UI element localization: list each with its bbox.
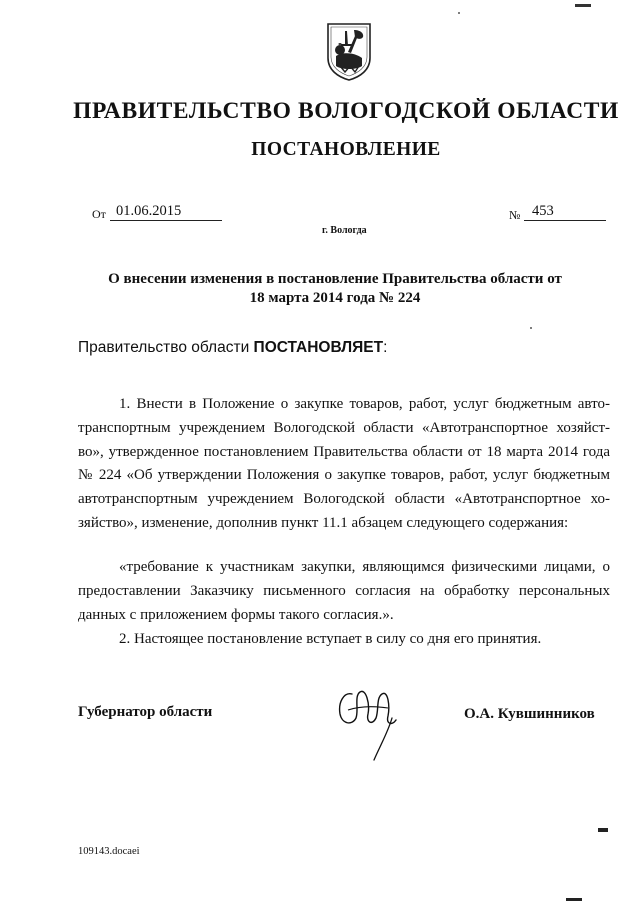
decree-intro-text: Правительство области xyxy=(78,339,254,356)
file-name: 109143.docaei xyxy=(78,846,140,857)
paragraph-2: «требование к участникам закупки, являющимся физическими лицами, о предоставлении Заказчику письменного согласия на обработку персональных данных с приложением формы такого согласия.». xyxy=(78,559,610,623)
decree-colon: : xyxy=(383,339,388,356)
government-title: ПРАВИТЕЛЬСТВО ВОЛОГОДСКОЙ ОБЛАСТИ xyxy=(73,98,619,124)
decree-intro xyxy=(78,339,387,357)
scan-speck xyxy=(530,327,532,329)
signatory-name: О.А. Кувшинников xyxy=(464,706,595,722)
number-prefix: № xyxy=(509,208,521,222)
city: г. Вологда xyxy=(322,225,367,236)
document-type: ПОСТАНОВЛЕНИЕ xyxy=(251,139,441,160)
signatory-position: Губернатор области xyxy=(78,704,213,720)
date-prefix: От xyxy=(92,207,106,221)
document-subject: О внесении изменения в постановление Правительства области от 18 марта 2014 года № 224 xyxy=(108,271,562,306)
paragraph-3: 2. Настоящее постановление вступает в силу со дня его принятия. xyxy=(119,631,542,647)
handwritten-signature-icon xyxy=(330,682,410,764)
scan-mark xyxy=(566,898,582,901)
scan-mark xyxy=(598,828,608,832)
document-number: 453 xyxy=(524,203,606,221)
decree-keyword: ПОСТАНОВЛЯЕТ xyxy=(253,339,384,356)
scan-speck xyxy=(458,12,460,14)
document-date: 01.06.2015 xyxy=(110,203,222,221)
scan-mark xyxy=(575,4,591,7)
paragraph-1: 1. Внести в Положение о закупке товаров, работ, услуг бюджетным авто-транспортным учреждением Вологодской области «Автотранспортное хозяйст-во», утвержденное постановлением Правительства области от 18 марта 2014 года № 224 «Об утверждении Положения о закупке товаров, работ, услуг бюджетным автотранспортным учреждением Вологодской области «Автотранспортное хо-зяйство», изменение, дополнив пункт 11.1 абзацем следующего содержания: xyxy=(78,396,610,531)
coat-of-arms-icon xyxy=(326,22,372,82)
